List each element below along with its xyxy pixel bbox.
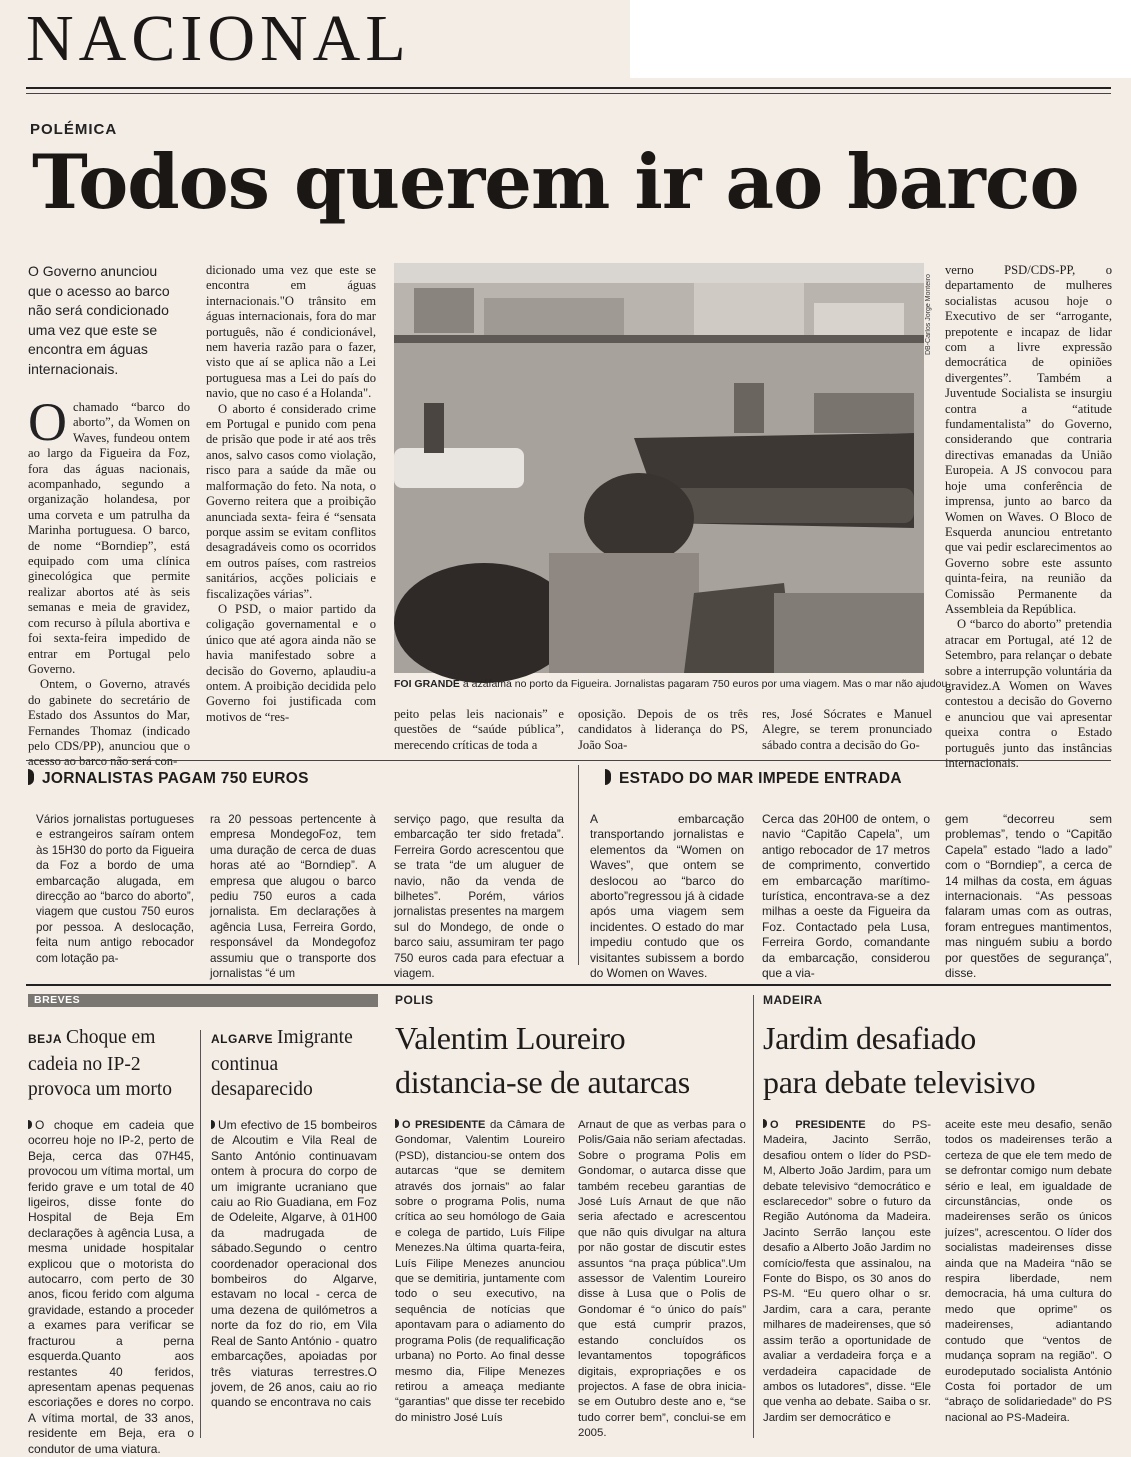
brief-title-text: Imigrante continua desaparecido (211, 1027, 353, 1100)
article-paragraph: verno PSD/CDS-PP, o departamento de mulheres socialistas acusou hoje o Executivo de ser “arrogante, prepotente e incapaz de lidar com a livre expressão democrática de opiniões divergentes”. Também a Juventude Socialista se insurgiu contra a “atitude fundamentalista” do Governo, considerando que contraria directivas emanadas da União Europeia. A JS convocou para hoje uma conferência de imprensa, junto ao barco da Women on Waves. O Bloco de Esquerda anunciou entretanto que vai pedir esclarecimentos ao Governo sobre este assunto quinta-feira, na reunião da Comissão Permanente da Assembleia da República. (945, 263, 1112, 616)
bullet-icon (605, 769, 611, 785)
box1-column-1: Vários jornalistas portugueses e estrangeiros saíram ontem às 15H30 do porto da Figueira da Foz a bordo de uma embarcação alugada, em direcção ao “barco do aborto”, viagem que custou 750 euros por pessoa. A deslocação, feita num antigo rebocador com lotação pa- (36, 813, 194, 965)
lead-label: O PRESIDENTE (402, 1119, 486, 1131)
brief-body: Um efectivo de 15 bombeiros de Alcoutim e Vila Real de Santo António continuavam ontem à procura do corpo de um imigrante ucraniano que caiu ao Rio Guadiana, em Foz de Odeleite, Algarve, à 01H00 da madrugada de sábado.Segundo o centro coordenador operacional dos bombeiros do Algarve, estavam no local - cerca de uma dezena de quilómetros a norte da foz do rio, em Vila Real de Santo António - quatro embarcações, apoiadas por três viaturas terrestres.O jovem, de 26 anos, caiu ao rio quando se encontrava no cais (211, 1118, 377, 1410)
polis-column-2: Arnaut de que as verbas para o Polis/Gaia não seriam afectadas. Sobre o programa Polis em Gondomar, o autarca disse que também recebeu garantias de José Luís Arnaut de que não seria afectado e acrescentou que não quis divulgar na altura por não gostar de discutir estes assuntos “na praça pública”.Um assessor de Valentim Loureiro disse à Lusa que o Polis de Gondomar é “o único do país” que está cumprir prazos, estando concluídos os levantamentos topográficos digitais, expropriações e os projectos. A fase de obra inicia-se em Outubro deste ano e, “se tudo correr bem”, conclui-se em 2005. (578, 1119, 746, 1440)
article-paragraph: chamado “barco do aborto”, da Women on Waves, fundeou ontem ao largo da Figueira da Foz, fora das águas nacionais, acompanhado, segundo a organização holandesa, por uma corveta e um patrulha da Marinha portuguesa. O barco, de nome “Borndiep”, está equipado com uma clínica ginecológica que permite realizar abortos até às seis semanas e meia de gravidez, com recurso à pílula abortiva e foi sexta-feira impedido de entrar em Portugal pelo Governo. (28, 400, 190, 676)
article-column-2 (206, 263, 376, 753)
section-rule (26, 760, 1111, 761)
brief-divider (200, 1030, 201, 1438)
polis-column-1 (395, 1118, 565, 1438)
box-title-text: ESTADO DO MAR IMPEDE ENTRADA (619, 770, 902, 787)
brief-title-text: Choque em cadeia no IP-2 provoca um morto (28, 1027, 173, 1100)
box1-column-3: serviço pago, que resulta da embarcação ter sido fretada”. Ferreira Gordo acrescentou que se trata “de um aluguer de navio, não da venda de bilhetes”. Porém, vários jornalistas presentes na margem sul do Mondego, de onde o barco saiu, assumiram ter pago 750 euros cada para efectuar a viagem. (394, 813, 564, 981)
brief-title-algarve (211, 1025, 381, 1102)
article-headline: Todos querem ir ao barco (32, 138, 1079, 226)
article-paragraph: O “barco do aborto” pretendia atracar em Portugal, até 12 de Setembro, para relançar o debate sobre a interrupção voluntária da gravidez.A Women on Waves contestou a decisão do Governo e anunciou que vai apresentar queixa contra o Estado português junto das instâncias internacionais. (945, 617, 1112, 770)
article-lede: O Governo anunciou que o acesso ao barco não será condicionado uma vez que este se encontra em águas internacionais. (28, 263, 170, 377)
article-paragraph: Ontem, o Governo, através do gabinete do secretário de Estado dos Assuntos do Mar, Fernandes Thomaz (indicado pelo CDS/PP), anunciou que o acesso ao barco não será con- (28, 677, 190, 769)
box2-column-1: A embarcação transportando jornalistas e elementos da “Women on Waves”, que ontem se deslocou ao “barco do aborto”regressou já à cidade após uma viagem sem incidentes. O estado do mar impediu contudo que os visitantes subissem a bordo do Women on Waves. (590, 812, 744, 981)
brief-text-beja (28, 1118, 194, 1456)
bullet-icon (28, 769, 34, 785)
article-continuation-2: oposição. Depois de os três candidatos à liderança do PS, João Soa- (578, 707, 748, 752)
madeira-kicker: MADEIRA (763, 993, 823, 1007)
article-body: do PS-Madeira, Jacinto Serrão, desafiou ontem o líder do PSD-M, Alberto João Jardim, para um debate televisivo “democrático e esclarecedor” sobre o futuro da Região Autónoma da Madeira. Jacinto Serrão lançou este desafio a Alberto João Jardim no comício/festa que assinalou, na Fonte do Bispo, os 30 anos do PS-M. “Eu quero olhar o sr. Jardim, cara a cara, perante milhares de madeirenses, que só assim terão a oportunidade de avaliar a verdadeira força e a verdadeira capacidade de ambos os lutadores”, disse. “Ele que venha ao debate. Saiba o sr. Jardim ser democrático e (763, 1119, 932, 1424)
section-divider (753, 995, 754, 1438)
bullet-icon (763, 1119, 767, 1128)
photo-credit: DB-Carlos Jorge Monteiro (925, 274, 932, 355)
brief-text-algarve (211, 1118, 377, 1438)
bullet-icon (211, 1120, 215, 1129)
bullet-icon (395, 1119, 399, 1128)
article-column-1 (28, 392, 190, 769)
article-paragraph: dicionado uma vez que este se encontra em águas internacionais."O trânsito em águas internacionais, fora do mar português, não é condicionável, nem haveria razão para o fazer, visto que aí se aplica não a Lei portuguesa mas a Lei do país do navio, que no caso é a Holanda". (206, 263, 376, 401)
bullet-icon (28, 1120, 32, 1129)
article-column-right (945, 263, 1112, 770)
brief-tag: ALGARVE (211, 1032, 273, 1046)
box-divider (578, 765, 579, 965)
photo-illustration (394, 263, 924, 673)
madeira-title-line1: Jardim desafiado (763, 1020, 976, 1056)
brief-title-beja (28, 1025, 198, 1102)
box2-column-3: gem “decorreu sem problemas”, tendo o “Capitão Capela” estado “lado a lado” com o “Borndiep”, a cerca de 14 milhas da costa, em águas internacionais. “As pessoas falaram umas com as outras, foram entregues mantimentos, mas ninguém subiu a bordo por questões de segurança”, disse. (945, 812, 1112, 981)
madeira-column-1 (763, 1118, 931, 1438)
drop-cap: O (28, 392, 67, 452)
article-body: da Câmara de Gondomar, Valentim Loureiro (PSD), distanciou-se ontem dos autarcas “que se demitem através dos jornais” ao falar sobre o programa Polis, numa crítica ao seu homólogo de Gaia e colega de partido, Luís Filipe Menezes.Na última quarta-feira, Luís Filipe Menezes anunciou que se demitiria, juntamente com todo o seu executivo, na sequência de notícias que apontavam para o adiamento do programa Polis (de requalificação urbana) no Porto. Ao final desse mesmo dia, Filipe Menezes retirou a ameaça mediante “garantias” que disse ter recebido do ministro José Luís (395, 1119, 566, 1424)
photo-caption (394, 678, 948, 691)
article-paragraph: O PSD, o maior partido da coligação governamental e o único que até agora ainda não se havia manifestado sobre a decisão do Governo, aplaudiu-a ontem. A proibição decidida pelo Governo foi justificada com motivos de “res- (206, 601, 376, 724)
brief-tag: BEJA (28, 1032, 63, 1046)
blank-margin (630, 0, 1131, 78)
header-rule-thin (26, 93, 1111, 94)
caption-text: a azáfama no porto da Figueira. Jornalistas pagaram 750 euros por uma viagem. Mas o mar não ajudou (462, 678, 948, 690)
box-title-text: JORNALISTAS PAGAM 750 EUROS (42, 770, 309, 787)
article-kicker: POLÉMICA (30, 121, 118, 138)
caption-label: FOI GRANDE (394, 678, 460, 690)
article-continuation-3: res, José Sócrates e Manuel Alegre, se terem pronunciado sábado contra a decisão do Go- (762, 707, 932, 752)
article-paragraph: O aborto é considerado crime em Portugal e punido com pena de prisão que pode ir até aos três anos, salvo casos como violação, risco para a saúde da mãe ou malformação do feto. Na nota, o Governo reitera que a proibição anunciada sexta- feira é “sensata porque assim se evitam conflitos desagradáveis como os ocorridos em outros países, com rastreios sanitários, acções policiais e fiscalizações várias”. (206, 401, 376, 601)
box-title-journalists (28, 769, 309, 788)
header-rule (26, 87, 1111, 89)
news-photo (394, 263, 924, 673)
breves-bar: BREVES (28, 994, 378, 1007)
polis-title-line1: Valentim Loureiro (395, 1020, 626, 1056)
box2-column-2: Cerca das 20H00 de ontem, o navio “Capitão Capela”, um antigo rebocador de 17 metros de comprimento, convertido em embarcação marítimo-turística, encontrava-se a dez milhas a oeste da Figueira da Foz. Contactado pela Lusa, Ferreira Gordo, comandante da embarcação, considerou que a via- (762, 812, 930, 981)
madeira-title-line2: para debate televisivo (763, 1064, 1036, 1100)
section-rule (26, 984, 1111, 986)
lead-label: O PRESIDENTE (770, 1119, 866, 1131)
section-title: NACIONAL (26, 2, 411, 75)
polis-title-line2: distancia-se de autarcas (395, 1064, 690, 1100)
madeira-column-2: aceite este meu desafio, senão todos os madeirenses terão a certeza de que ele tem medo de se defrontar comigo num debate sério e leal, em igualdade de circunstâncias, onde os madeirenses serão os únicos juízes”, acrescentou. O líder dos socialistas madeirenses disse ainda que na Madeira “não se respira liberdade, nem democracia, há uma cultura do medo que oprime” os madeirenses, adiantando contudo que “ventos de mudança sopram na região”. O eurodeputado socialista António Costa foi portador de um “abraço de solidariedade” do PS nacional ao PS-Madeira. (945, 1119, 1112, 1424)
box-title-sea-state (605, 769, 902, 788)
polis-kicker: POLIS (395, 993, 434, 1007)
article-continuation-1: peito pelas leis nacionais” e questões de “saúde pública”, merecendo críticas de toda a (394, 707, 564, 752)
brief-body: O choque em cadeia que ocorreu hoje no IP-2, perto de Beja, cerca das 07H45, provocou um vítima mortal, um ferido grave e um total de 40 ligeiros, disse fonte do Hospital de Beja Em declarações à agência Lusa, a mesma unidade hospitalar explicou que o motorista do autocarro, com perto de 30 anos, ficou ferido com alguma gravidade, estando a proceder a exames para verificar se fracturou a perna esquerda.Quanto aos restantes 40 feridos, apresentam apenas pequenas escoriações e dores no corpo. A vítima mortal, de 33 anos, residente em Beja, era o condutor de uma viatura. (28, 1118, 194, 1456)
box1-column-2: ra 20 pessoas pertencente à empresa MondegoFoz, tem uma duração de cerca de duas horas até ao “Borndiep”. A empresa que alugou o barco pediu 750 euros a cada jornalista. Em declarações à agência Lusa, Ferreira Gordo, responsável da Mondegofoz assumiu que o transporte dos jornalistas “é um (210, 813, 376, 981)
